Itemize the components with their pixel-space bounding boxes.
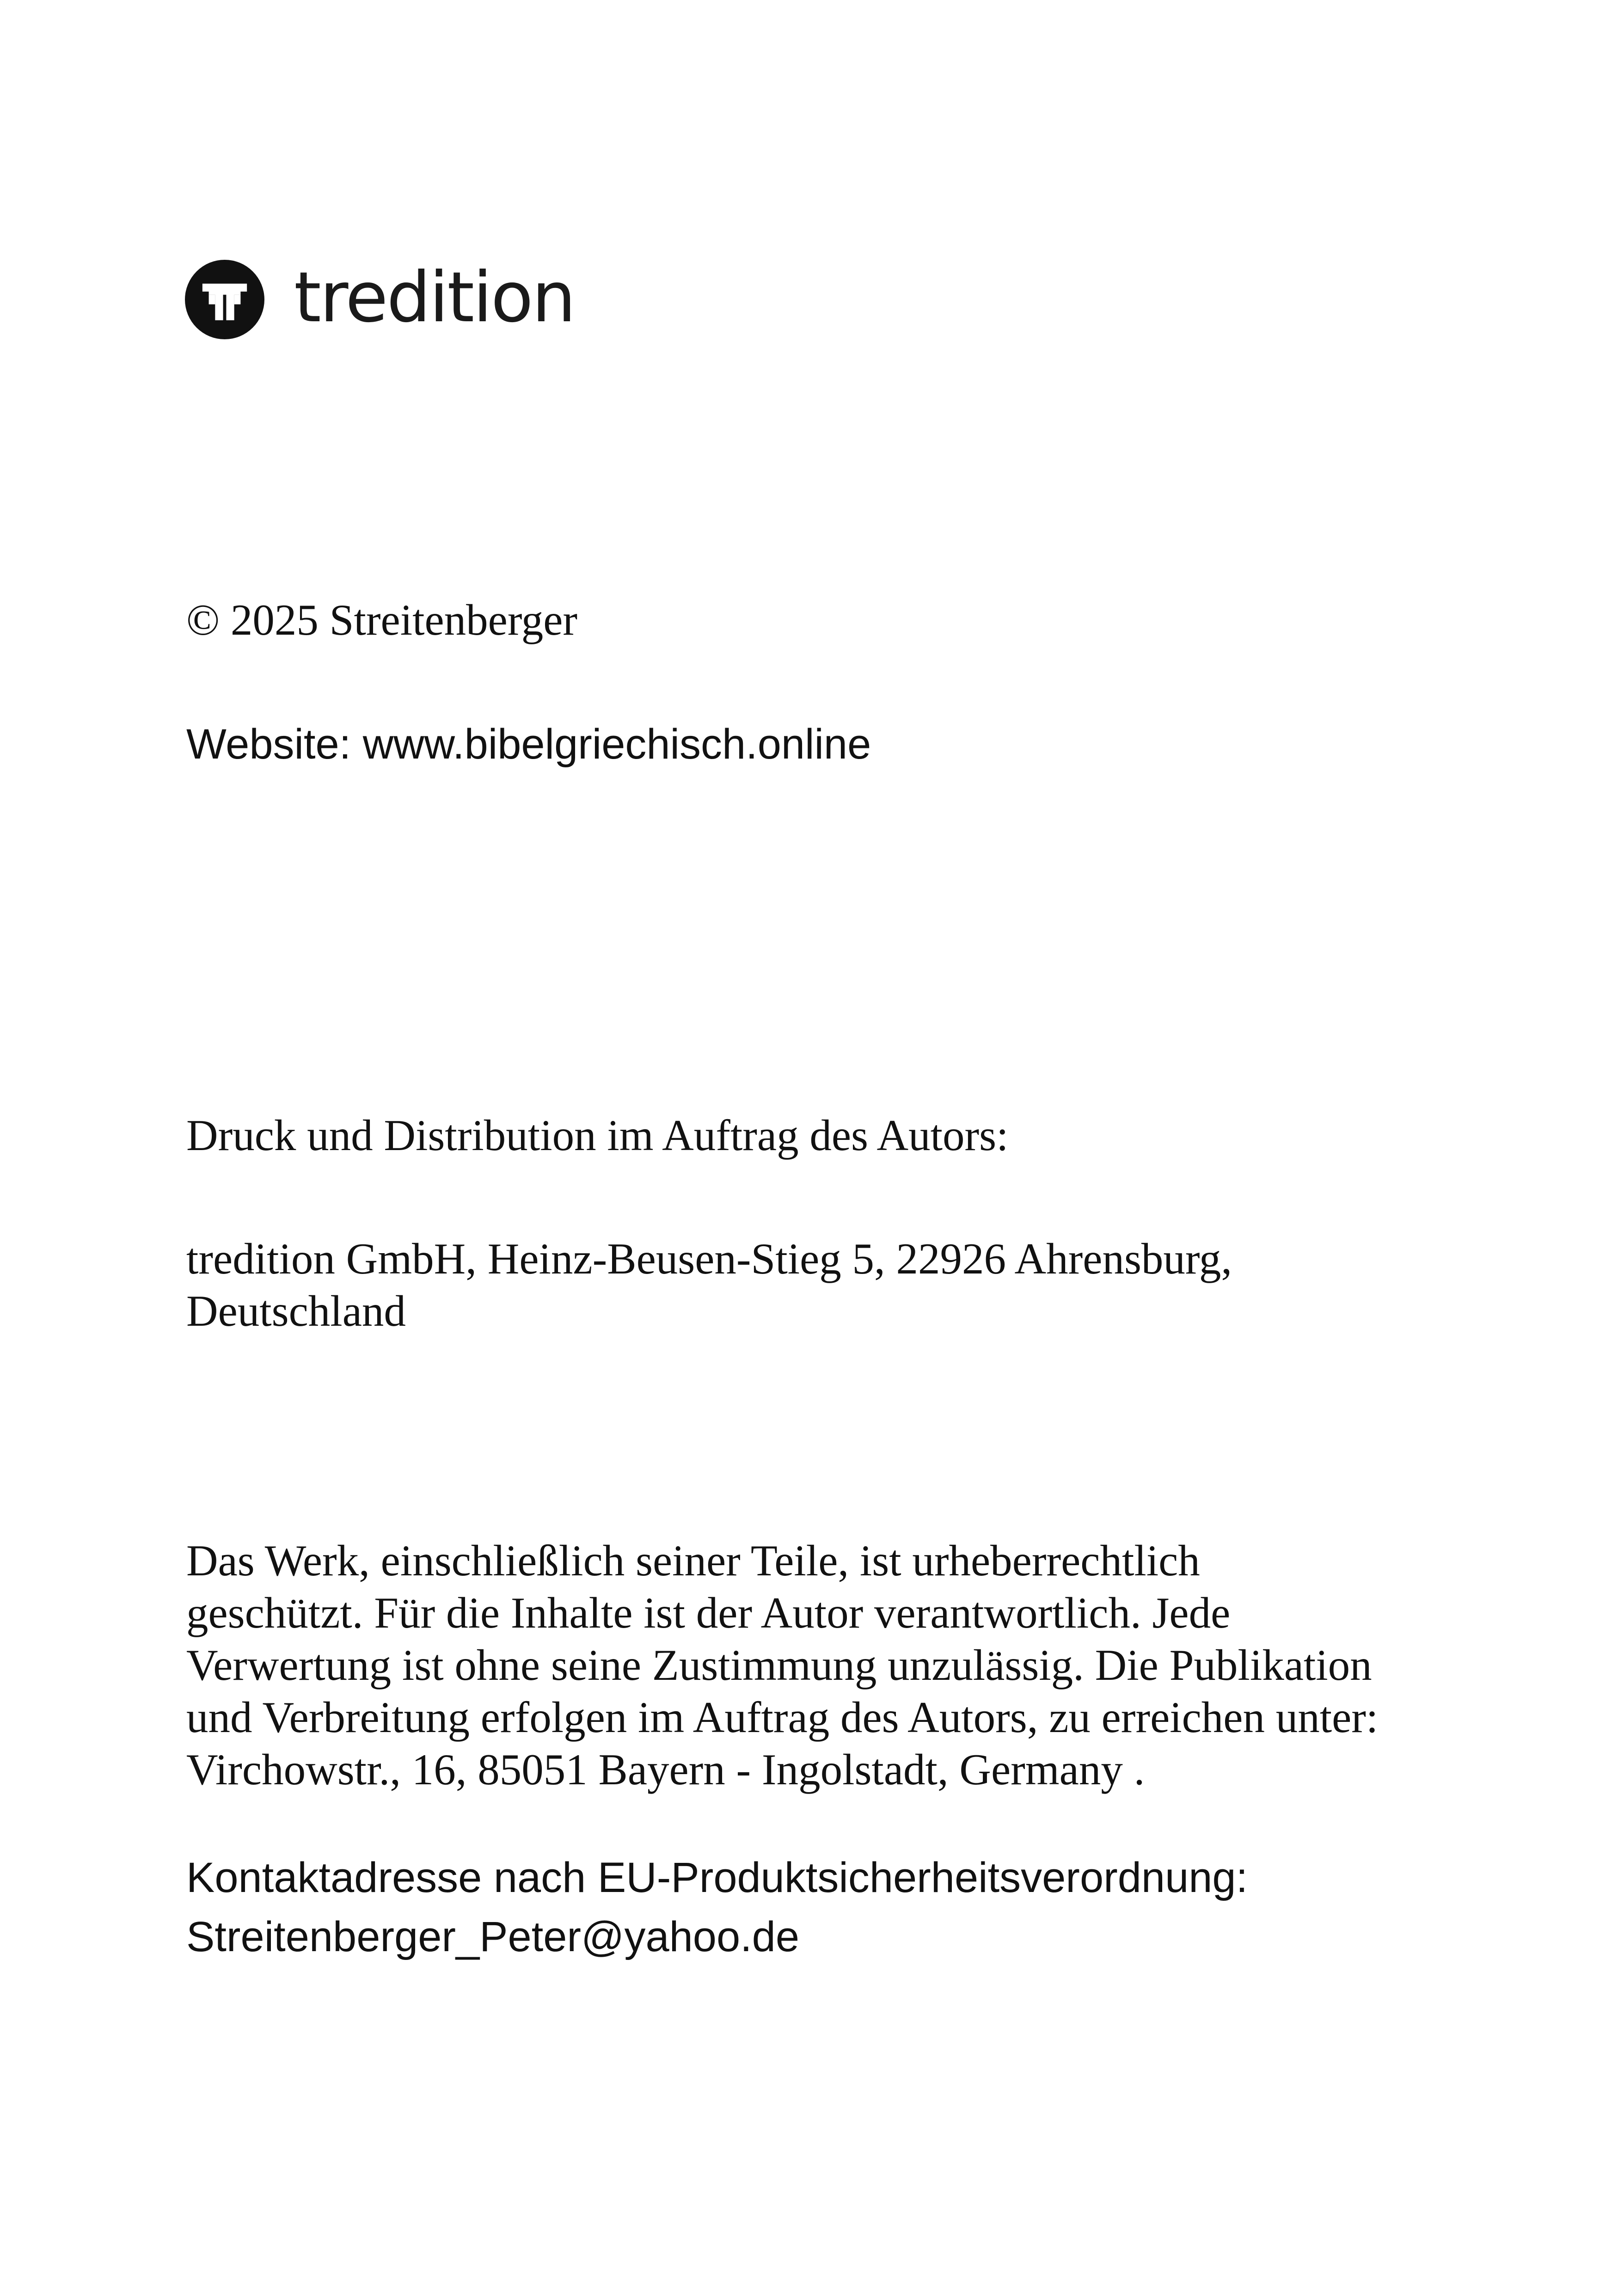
legal-paragraph	[186, 1535, 1378, 1796]
contact-block	[186, 1848, 1248, 1966]
printing-address-line: tredition GmbH, Heinz-Beusen-Stieg 5, 22926 Ahrensburg,	[186, 1234, 1232, 1283]
website-line: Website: www.bibelgriechisch.online	[186, 721, 871, 768]
printing-heading: Druck und Distribution im Auftrag des Autors:	[186, 1111, 1009, 1160]
legal-line: und Verbreitung erfolgen im Auftrag des Autors, zu erreichen unter:	[186, 1693, 1379, 1742]
legal-line: geschützt. Für die Inhalte ist der Autor verantwortlich. Jede	[186, 1588, 1231, 1637]
contact-label: Kontaktadresse nach EU-Produktsicherheitsverordnung:	[186, 1854, 1248, 1901]
contact-email: Streitenberger_Peter@yahoo.de	[186, 1913, 800, 1960]
tredition-wordmark: tredition	[294, 257, 575, 338]
copyright-line: © 2025 Streitenberger	[186, 595, 578, 644]
legal-line: Verwertung ist ohne seine Zustimmung unzulässig. Die Publikation	[186, 1641, 1372, 1690]
tredition-logo	[185, 259, 575, 340]
legal-line: Das Werk, einschließlich seiner Teile, ist urheberrechtlich	[186, 1536, 1200, 1585]
printing-address	[186, 1233, 1232, 1337]
tredition-logo-icon	[185, 260, 264, 339]
printing-address-line: Deutschland	[186, 1286, 406, 1335]
legal-line: Virchowstr., 16, 85051 Bayern - Ingolstadt, Germany .	[186, 1745, 1145, 1794]
